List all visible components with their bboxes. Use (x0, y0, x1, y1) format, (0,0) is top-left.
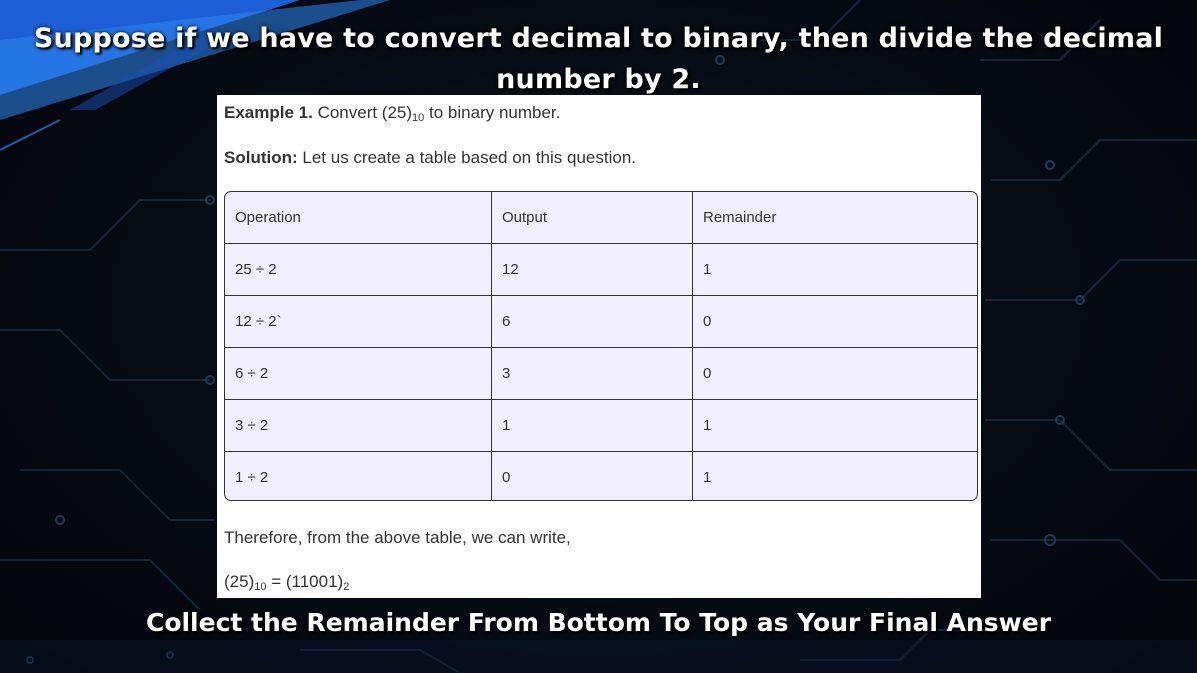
example-line (224, 103, 560, 124)
header-output: Output (492, 192, 693, 244)
slide-heading (0, 18, 1197, 100)
example-text-after: to binary number. (429, 103, 561, 122)
table-header-row (225, 192, 977, 244)
operation-cell: 12 ÷ 2` (225, 296, 492, 348)
operation-cell: 6 ÷ 2 (225, 348, 492, 400)
output-cell: 6 (492, 296, 693, 348)
result-equals: = (266, 572, 286, 591)
example-base: 10 (412, 112, 425, 124)
table-row (225, 452, 977, 502)
output-cell: 3 (492, 348, 693, 400)
example-label: Example 1. (224, 103, 313, 122)
solution-line (224, 148, 636, 168)
output-cell: 12 (492, 244, 693, 296)
header-remainder: Remainder (693, 192, 978, 244)
remainder-cell: 1 (693, 244, 978, 296)
remainder-cell: 0 (693, 348, 978, 400)
result-rhs-base: 2 (343, 581, 350, 593)
result-rhs: (11001) (285, 572, 344, 591)
result-lhs-base: 10 (254, 581, 267, 593)
example-panel (217, 95, 981, 598)
result-equation (224, 572, 349, 593)
solution-text: Let us create a table based on this question. (302, 148, 637, 167)
example-text-before: Convert (25) (317, 103, 413, 122)
operation-cell: 3 ÷ 2 (225, 400, 492, 452)
heading-line-2: number by 2. (496, 64, 701, 95)
header-operation: Operation (225, 192, 492, 244)
result-lhs: (25) (224, 572, 255, 591)
table-row (225, 400, 977, 452)
remainder-cell: 1 (693, 400, 978, 452)
output-cell: 1 (492, 400, 693, 452)
table-row (225, 244, 977, 296)
table-row (225, 296, 977, 348)
table-row (225, 348, 977, 400)
remainder-cell: 0 (693, 296, 978, 348)
operation-cell: 25 ÷ 2 (225, 244, 492, 296)
conclusion-text: Therefore, from the above table, we can write, (224, 528, 571, 547)
operation-cell: 1 ÷ 2 (225, 452, 492, 502)
output-cell: 0 (492, 452, 693, 502)
division-table (224, 191, 978, 501)
remainder-cell: 1 (693, 452, 978, 502)
footer-caption: Collect the Remainder From Bottom To Top as Your Final Answer (145, 608, 1052, 637)
heading-line-1: Suppose if we have to convert decimal to binary, then divide the decimal (33, 23, 1164, 54)
solution-label: Solution: (224, 148, 298, 167)
